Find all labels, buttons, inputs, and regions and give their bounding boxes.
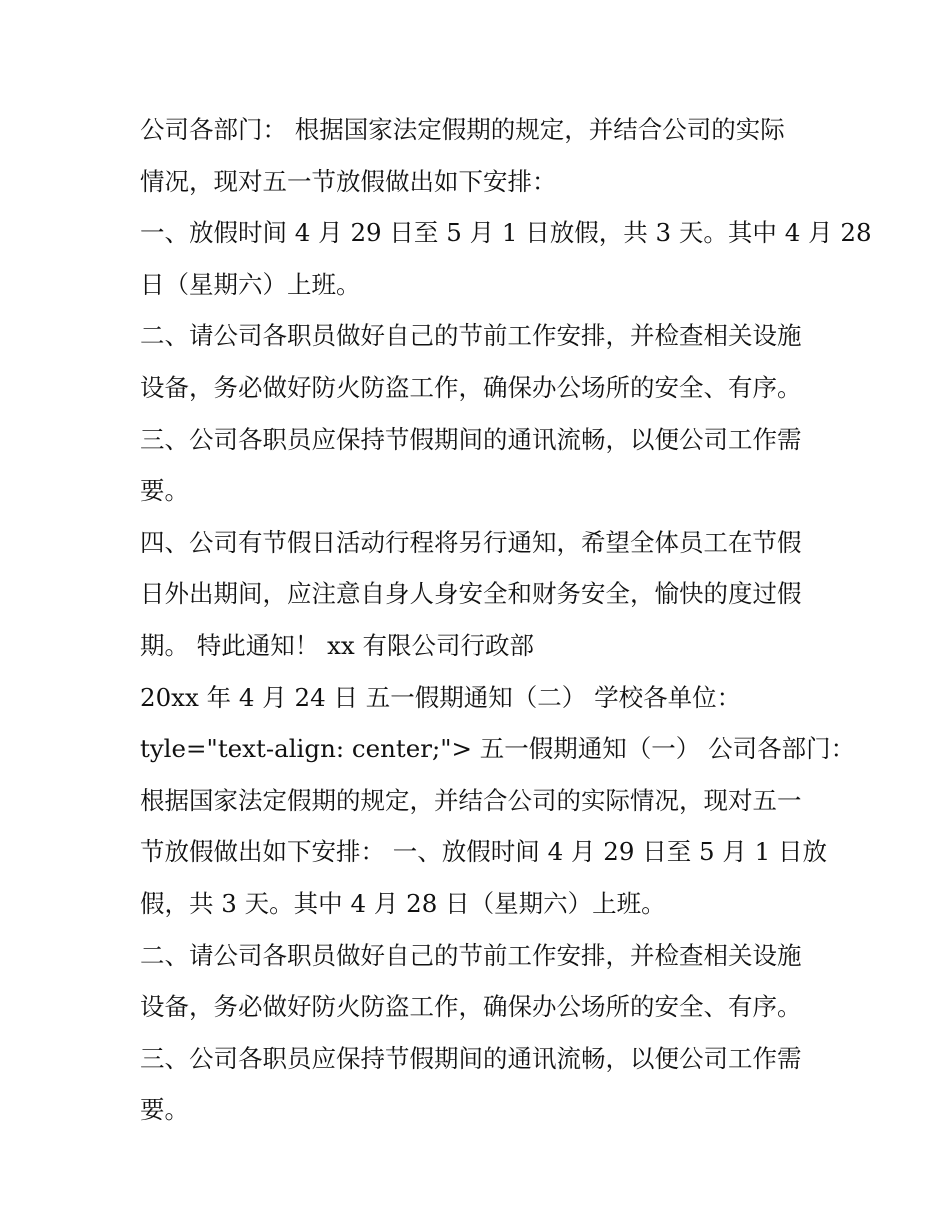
text-line: 期。 特此通知！ xx 有限公司行政部 bbox=[140, 630, 534, 660]
text-line: 二、请公司各职员做好自己的节前工作安排，并检查相关设施 bbox=[140, 321, 802, 351]
document-body bbox=[140, 104, 872, 1136]
text-line: 要。 bbox=[140, 476, 189, 506]
text-line: 二、请公司各职员做好自己的节前工作安排，并检查相关设施 bbox=[140, 940, 802, 970]
text-line: 设备，务必做好防火防盗工作，确保办公场所的安全、有序。 bbox=[140, 372, 802, 402]
text-line: 20xx 年 4 月 24 日 五一假期通知（二） 学校各单位： bbox=[140, 682, 742, 712]
text-line: 一、放假时间 4 月 29 日至 5 月 1 日放假，共 3 天。其中 4 月 28 bbox=[140, 218, 872, 248]
text-line: 假，共 3 天。其中 4 月 28 日（星期六）上班。 bbox=[140, 888, 666, 918]
text-line: 情况，现对五一节放假做出如下安排： bbox=[140, 166, 557, 196]
text-line: 根据国家法定假期的规定，并结合公司的实际情况，现对五一 bbox=[140, 785, 802, 815]
text-line: 节放假做出如下安排： 一、放假时间 4 月 29 日至 5 月 1 日放 bbox=[140, 837, 828, 867]
text-line: 四、公司有节假日活动行程将另行通知，希望全体员工在节假 bbox=[140, 527, 802, 557]
text-line: tyle="text-align: center;"> 五一假期通知（一） 公司各部门： bbox=[140, 734, 856, 764]
text-line: 日（星期六）上班。 bbox=[140, 269, 361, 299]
text-line: 设备，务必做好防火防盗工作，确保办公场所的安全、有序。 bbox=[140, 992, 802, 1022]
text-line: 三、公司各职员应保持节假期间的通讯流畅，以便公司工作需 bbox=[140, 1043, 802, 1073]
text-line: 三、公司各职员应保持节假期间的通讯流畅，以便公司工作需 bbox=[140, 424, 802, 454]
text-line: 要。 bbox=[140, 1095, 189, 1125]
text-line: 日外出期间，应注意自身人身安全和财务安全，愉快的度过假 bbox=[140, 579, 802, 609]
text-line: 公司各部门： 根据国家法定假期的规定，并结合公司的实际 bbox=[140, 115, 785, 144]
